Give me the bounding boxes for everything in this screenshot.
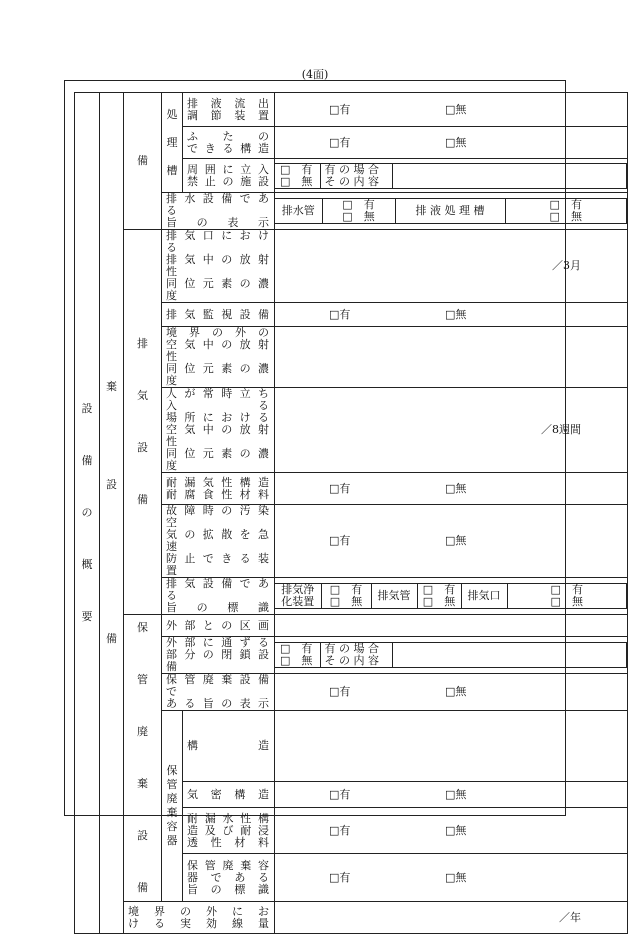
tank-group-cell	[162, 93, 183, 193]
checkbox-no[interactable]: □ 無	[549, 210, 582, 223]
checkbox-no[interactable]: □無	[445, 135, 467, 149]
unit-per-3-months: ／3月	[552, 259, 581, 272]
row-waterproof-value	[275, 808, 628, 854]
row-container-sign-label: 保 管 廃 棄 容 器 で あ る 旨 の 標 識	[183, 854, 275, 902]
exhaust-group-label: 排 気 設 備	[137, 337, 148, 506]
row-occupied-air-conc-label: 人 が 常 時 立 ち 入 る 場 所 に お け る 空 気 中 の 放 射 性 同 位 元 素 の 濃 度	[162, 388, 275, 473]
exhaust-pipe-checks	[417, 584, 461, 609]
exhaust-group-cell	[124, 230, 162, 615]
row-drain-sign-value	[275, 193, 628, 230]
checkbox-no[interactable]: □無	[445, 481, 467, 495]
row-boundary-air-conc-value[interactable]	[275, 327, 628, 388]
row-lid-value	[275, 127, 628, 159]
row-entry-restrict-value	[275, 159, 628, 193]
row-airtight-label: 耐 漏 気 性 構 造 耐 腐 食 性 材 料	[162, 473, 275, 505]
row-structure-value[interactable]	[275, 711, 628, 782]
row-exhaust-monitor-label: 排 気 監 視 設 備	[162, 303, 275, 327]
checkbox-yes[interactable]: □有	[329, 135, 351, 149]
row-partition-value[interactable]	[275, 615, 628, 637]
row-container-sign-value	[275, 854, 628, 902]
unit-per-8-weeks: ／8週間	[541, 423, 581, 436]
checkbox-no[interactable]: □無	[445, 685, 467, 698]
exhaust-purifier-checks	[321, 584, 371, 609]
row-contamination-stop-label: 故 障 時 の 汚 染 空 気 の 拡 散 を 急 速 防 止 で き る 装 置	[162, 505, 275, 578]
facility-section-label: 棄 設 備	[106, 380, 117, 645]
checkbox-yes[interactable]: □ 有	[422, 583, 456, 596]
row-exhaust-sign-label: 排 気 設 備 で あ る 旨 の 標 識	[162, 578, 275, 615]
row-airtight-structure-label: 気 密 構 造	[183, 782, 275, 808]
main-section-cell	[75, 93, 100, 934]
equipment-overview-table	[74, 92, 628, 934]
row-effective-dose-label: 境 界 の 外 に お け る 実 効 線 量	[124, 902, 275, 934]
checkbox-yes[interactable]: □有	[329, 534, 351, 547]
row-occupied-air-conc-value[interactable]	[275, 388, 628, 473]
row-drain-sign-label: 排 水 設 備 で あ る 旨 の 表 示	[162, 193, 275, 230]
checkbox-no[interactable]: □無	[445, 823, 467, 837]
page-label: (4面)	[301, 68, 329, 81]
checkbox-no[interactable]: □ 無	[550, 595, 583, 608]
checkbox-yes[interactable]: □有	[329, 870, 351, 884]
row-exhaust-outlet-conc-value[interactable]	[275, 230, 628, 303]
row-partition-label: 外 部 と の 区 画	[162, 615, 275, 637]
checkbox-yes[interactable]: □有	[329, 102, 351, 116]
row-drain-flow-label: 排 液 流 出 調 節 装 置	[183, 93, 275, 127]
row-lid-label: ふ た の で き る 構 造	[183, 127, 275, 159]
row-closure-label: 外 部 に 通 ず る 部 分 の 閉 鎖 設 備	[162, 637, 275, 674]
row-entry-restrict-label: 周 囲 に 立 入 禁 止 の 施 設	[183, 159, 275, 193]
checkbox-no[interactable]: □ 無	[422, 595, 456, 608]
checkbox-yes[interactable]: □ 有	[329, 583, 363, 596]
row-boundary-air-conc-label: 境 界 の 外 の 空 気 中 の 放 射 性 同 位 元 素 の 濃 度	[162, 327, 275, 388]
drain-pipe-checks	[322, 199, 395, 224]
main-section-label: 設 備 の 概 要	[81, 402, 93, 623]
checkbox-no[interactable]: □無	[445, 534, 467, 547]
row-drain-flow-value	[275, 93, 628, 127]
exhaust-purifier-label: 排気浄 化装置	[275, 584, 321, 609]
facility-section-cell	[100, 93, 124, 934]
checkbox-yes[interactable]: □ 有	[342, 198, 375, 211]
entry-restrict-detail-input[interactable]	[392, 163, 627, 188]
checkbox-no[interactable]: □無	[445, 307, 467, 321]
exhaust-pipe-label: 排気管	[371, 584, 417, 609]
checkbox-no[interactable]: □ 無	[342, 210, 375, 223]
closure-checks	[275, 643, 320, 668]
checkbox-no[interactable]: □ 無	[280, 654, 313, 667]
checkbox-yes[interactable]: □有	[329, 481, 351, 495]
checkbox-no[interactable]: □無	[445, 787, 467, 801]
unit-per-year: ／年	[559, 910, 581, 924]
closure-detail-label: 有 の 場 合 そ の 内 容	[320, 643, 392, 668]
exhaust-outlet-label: 排気口	[461, 584, 507, 609]
checkbox-no[interactable]: □ 無	[280, 174, 313, 188]
checkbox-no[interactable]: □ 無	[329, 595, 363, 608]
drain-tank-label: 排 液 処 理 槽	[395, 199, 505, 224]
checkbox-yes[interactable]: □ 有	[549, 198, 582, 211]
checkbox-yes[interactable]: □ 有	[280, 642, 313, 655]
drain-tank-checks	[505, 199, 627, 224]
row-exhaust-outlet-conc-label: 排 気 口 に お け る 排 気 中 の 放 射 性 同 位 元 素 の 濃 度	[162, 230, 275, 303]
container-group-label: 保 管 廃 棄 容 器	[166, 764, 178, 847]
row-storage-sign-label: 保 管 廃 棄 設 備 で あ る 旨 の 表 示	[162, 674, 275, 711]
exhaust-outlet-checks	[507, 584, 627, 609]
tank-group-label: 処 理 槽	[166, 107, 178, 177]
row-exhaust-sign-value	[275, 578, 628, 615]
row-airtight-structure-value	[275, 782, 628, 808]
checkbox-no[interactable]: □無	[445, 102, 467, 116]
row-contamination-stop-value	[275, 505, 628, 578]
row-exhaust-monitor-value	[275, 303, 628, 327]
entry-restrict-checks	[275, 163, 320, 188]
checkbox-yes[interactable]: □ 有	[550, 583, 583, 596]
row-waterproof-label: 耐 漏 水 性 構 造 及 び 耐 浸 透 性 材 料	[183, 808, 275, 854]
storage-group-label: 保 管 廃 棄 設 備	[137, 621, 148, 894]
storage-group-cell	[124, 615, 162, 902]
checkbox-yes[interactable]: □有	[329, 787, 351, 801]
closure-detail-input[interactable]	[392, 643, 627, 668]
row-effective-dose-value[interactable]	[275, 902, 628, 934]
drain-group-label: 備	[137, 154, 148, 167]
row-airtight-value	[275, 473, 628, 505]
checkbox-yes[interactable]: □有	[329, 307, 351, 321]
checkbox-no[interactable]: □無	[445, 870, 467, 884]
row-closure-value	[275, 637, 628, 674]
checkbox-yes[interactable]: □ 有	[280, 162, 313, 176]
entry-restrict-detail-label: 有 の 場 合 そ の 内 容	[320, 163, 392, 188]
drain-group-cell	[124, 93, 162, 230]
row-structure-label: 構 造	[183, 711, 275, 782]
container-group-cell	[162, 711, 183, 902]
checkbox-yes[interactable]: □有	[329, 685, 351, 698]
checkbox-yes[interactable]: □有	[329, 823, 351, 837]
drain-pipe-label: 排水管	[275, 199, 322, 224]
row-storage-sign-value	[275, 674, 628, 711]
